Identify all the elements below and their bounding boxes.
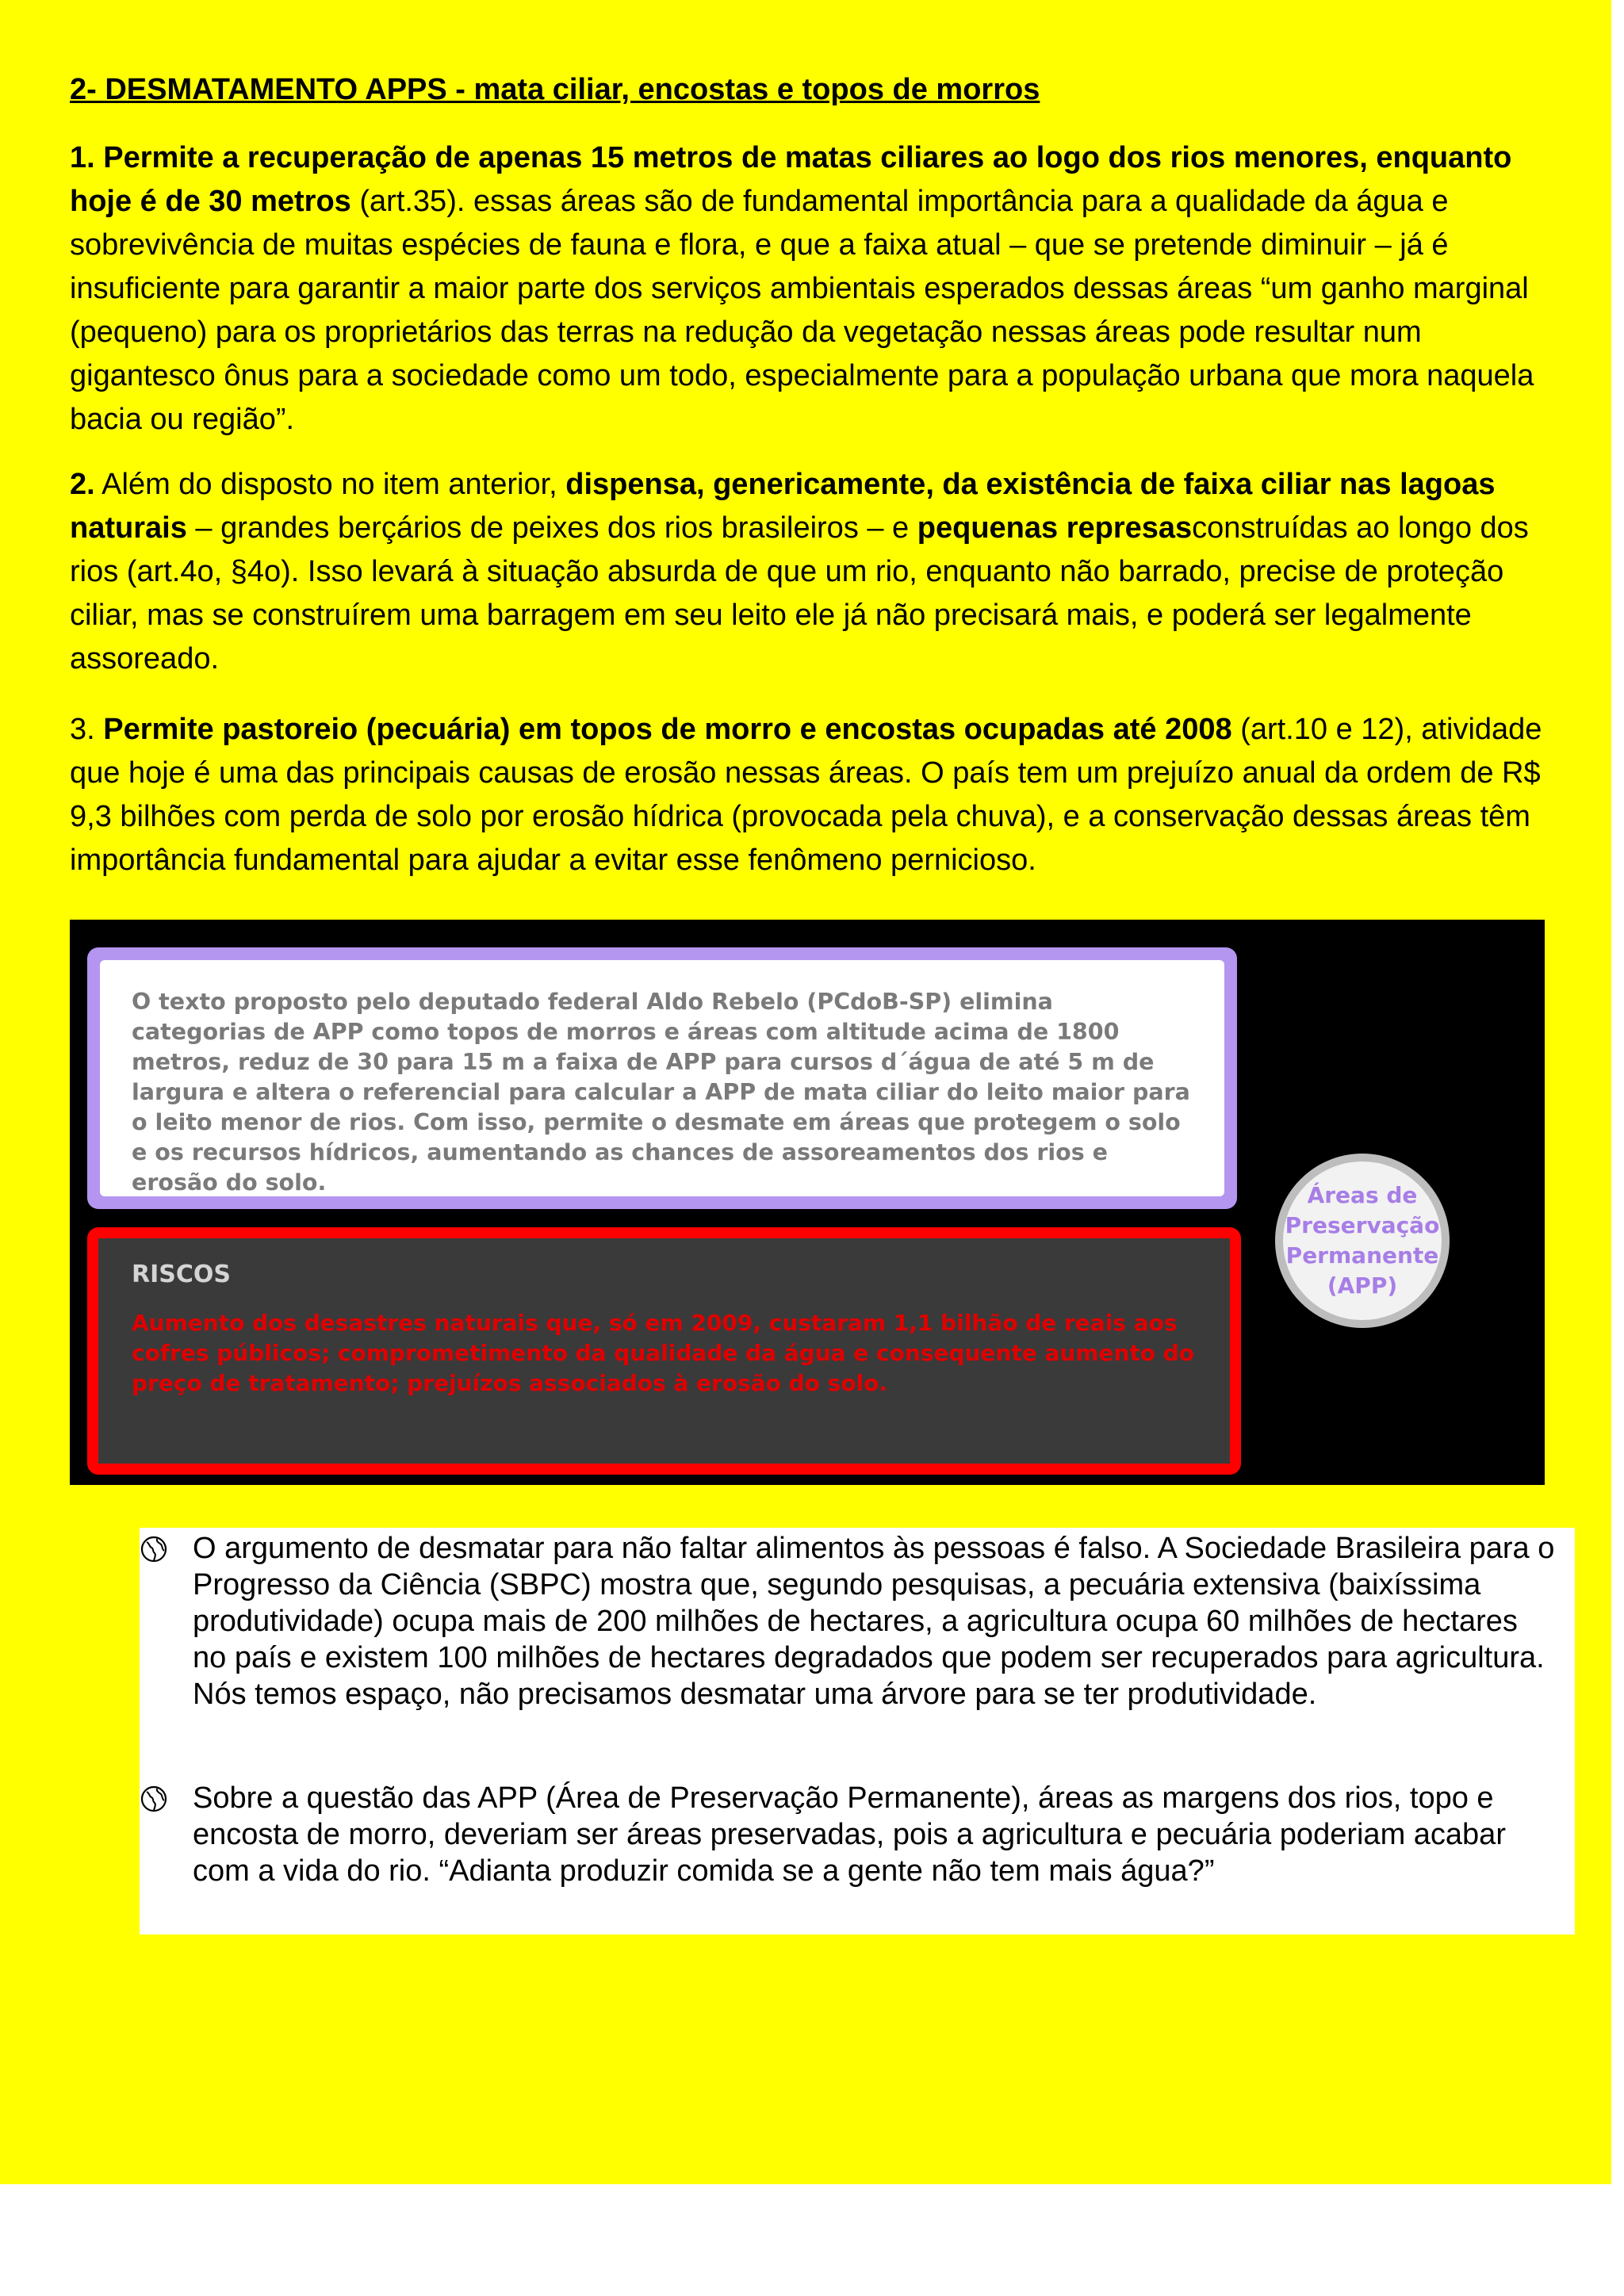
p1-bold: Permite a recuperação de apenas 15 metros de matas ciliares ao logo dos rios menores, enquanto hoje é de 30 metros (70, 141, 1512, 218)
p3-bold: Permite pastoreio (pecuária) em topos de morro e encostas ocupadas até 2008 (103, 713, 1232, 746)
bullet-text: Sobre a questão das APP (Área de Preservação Permanente), áreas as margens dos rios, topo e encosta de morro, deveriam ser áreas preservadas, pois a agricultura e pecuária poderiam acabar com a vida do rio. “Adianta produzir comida se a gente não tem mais água?” (193, 1781, 1506, 1888)
p2-text3: construídas ao longo dos rios (art.4o, §4o). Isso levará à situação absurda de que um rio, enquanto não barrado, precise de proteção ciliar, mas se construírem uma barragem em seu leito ele já não precisará mais, e poderá ser legalmente assoreado. (70, 511, 1529, 675)
p3-text: (art.10 e 12), atividade que hoje é uma das principais causas de erosão nessas áreas. O país tem um prejuízo anual da ordem de R$ 9,3 bilhões com perda de solo por erosão hídrica (provocada pela chuva), e a conservação dessas áreas têm importância fundamental para ajudar a evitar esse fenômeno pernicioso. (70, 713, 1542, 877)
p3-number: 3. (70, 713, 104, 746)
page-title: 2- DESMATAMENTO APPS - mata ciliar, encostas e topos de morros (70, 73, 1040, 106)
paragraph-3 (70, 708, 1545, 882)
bullet-list (140, 1528, 1575, 1934)
risks-heading: RISCOS (132, 1261, 231, 1288)
p2-bold2: pequenas represas (917, 511, 1193, 545)
p1-text: (art.35). essas áreas são de fundamental importância para a qualidade da água e sobrevivência de muitas espécies de fauna e flora, e que a faixa atual – que se pretende diminuir – já é insuficiente para garantir a maior parte dos serviços ambientais esperados dessas áreas “um ganho marginal (pequeno) para os proprietários das terras na redução da vegetação nessas áreas pode resultar num gigantesco ônus para a sociedade como um todo, especialmente para a população urbana que mora naquela bacia ou região”. (70, 185, 1534, 436)
globe-icon (140, 1535, 168, 1563)
app-circle-badge: Áreas de Preservação Permanente (APP) (1275, 1154, 1450, 1328)
p2-text1: Além do disposto no item anterior, (94, 468, 566, 501)
paragraph-2 (70, 463, 1545, 681)
proposal-text: O texto proposto pelo deputado federal Aldo Rebelo (PCdoB-SP) elimina categorias de APP como topos de morros e áreas com altitude acima de 1800 metros, reduz de 30 para 15 m a faixa de APP para cursos d´água de até 5 m de largura e altera o referencial para calcular a APP de mata ciliar do leito maior para o leito menor de rios. Com isso, permite o desmate em áreas que protegem o solo e os recursos hídricos, aumentando as chances de assoreamentos dos rios e erosão do solo. (100, 960, 1224, 1196)
p2-bold1: dispensa, genericamente, da existência de faixa ciliar nas lagoas naturais (70, 468, 1496, 545)
p2-text2: – grandes berçários de peixes dos rios brasileiros – e (186, 511, 917, 545)
risks-text: Aumento dos desastres naturais que, só em 2009, custaram 1,1 bilhão de reais aos cofres públicos; comprometimento da qualidade da água e consequente aumento do preço de tratamento; prejuízos associados à erosão do solo. (132, 1310, 1195, 1396)
p1-number: 1. (70, 141, 104, 174)
risks-box (87, 1227, 1241, 1475)
bullet-text: O argumento de desmatar para não faltar alimentos às pessoas é falso. A Sociedade Brasileira para o Progresso da Ciência (SBPC) mostra que, segundo pesquisas, a pecuária extensiva (baixíssima produtividade) ocupa mais de 200 milhões de hectares, a agricultura ocupa 60 milhões de hectares no país e existem 100 milhões de hectares degradados que podem ser recuperados para agricultura. Nós temos espaço, não precisamos desmatar uma árvore para se ter produtividade. (193, 1532, 1555, 1711)
p2-number: 2. (70, 468, 95, 501)
globe-icon (140, 1785, 168, 1813)
infographic-image (70, 920, 1545, 1485)
proposal-box (87, 947, 1237, 1209)
paragraph-1 (70, 136, 1545, 442)
